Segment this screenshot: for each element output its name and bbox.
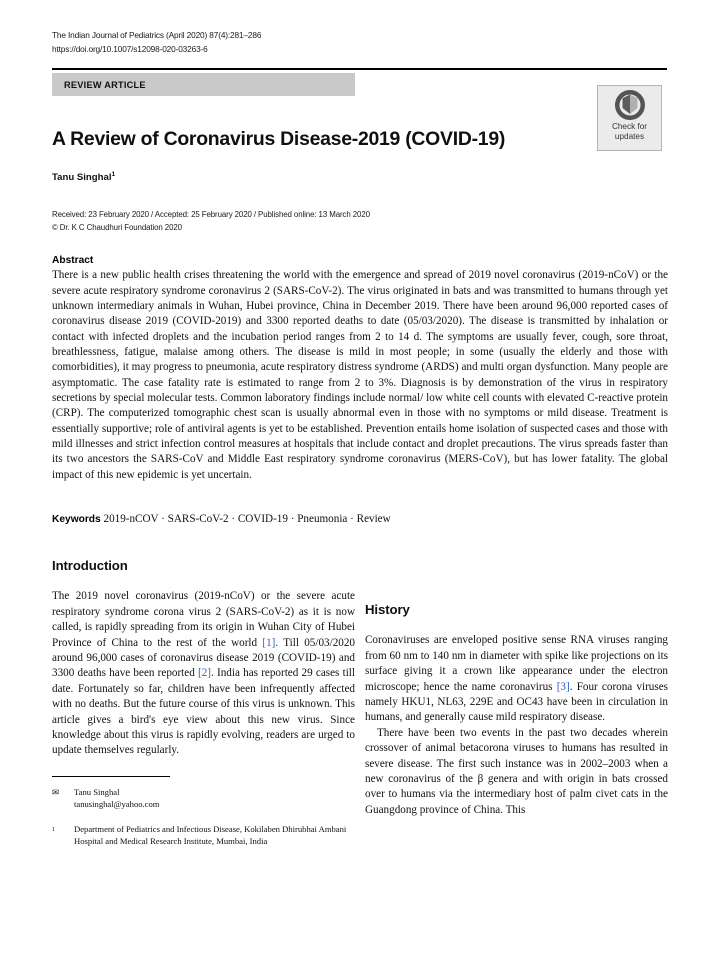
- history-text-b: . Four corona viruses namely HKU1, NL63, 229E and OC43 have been in circulation in humans, and generally cause mild respiratory disease.: [365, 680, 668, 724]
- footnote-divider: [52, 776, 170, 777]
- citation-link-3[interactable]: [3]: [556, 680, 570, 693]
- envelope-icon: ✉: [52, 787, 60, 797]
- keywords-label: Keywords: [52, 514, 101, 525]
- corresponding-author-row: [52, 786, 355, 811]
- journal-header: [52, 29, 652, 56]
- header-divider: [52, 68, 667, 70]
- copyright-line: © Dr. K C Chaudhuri Foundation 2020: [52, 222, 182, 232]
- section-heading-history: History: [365, 602, 410, 617]
- abstract-text: There is a new public health crises threatening the world with the emergence and spread of 2019 novel coronavirus (2019-nCoV) or the severe acute respiratory syndrome coronavirus 2 (SARS-CoV-2). The virus originated in bats and was transmitted to humans through yet unknown intermediary animals in Wuhan, Hubei province, China in December 2019. There have been around 96,000 reported cases of coronavirus disease 2019 (COVID-2019) and 3300 reported deaths to date (05/03/2020). The disease is transmitted by inhalation or contact with infected droplets and the incubation period ranges from 2 to 14 d. The symptoms are usually fever, cough, sore throat, breathlessness, fatigue, malaise among others. The disease is mild in most people; in some (usually the elderly and those with comorbidities), it may progress to pneumonia, acute respiratory distress syndrome (ARDS) and multi organ dysfunction. Many people are asymptomatic. The case fatality rate is estimated to range from 2 to 3%. Diagnosis is by demonstration of the virus in respiratory secretions by special molecular tests. Common laboratory findings include normal/ low white cell counts with elevated C-reactive protein (CRP). The computerized tomographic chest scan is usually abnormal even in those with no symptoms or mild disease. Treatment is essentially supportive; role of antiviral agents is yet to be established. Prevention entails home isolation of suspected cases and those with mild illnesses and strict infection control measures at hospitals that include contact and droplet precautions. The virus spreads faster than its two ancestors the SARS-CoV and Middle East respiratory syndrome coronavirus (MERS-CoV), but has lower fatality. The global impact of this new epidemic is yet uncertain.: [52, 269, 668, 481]
- affiliation-row: [52, 823, 355, 848]
- affiliation-text: Department of Pediatrics and Infectious Disease, Kokilaben Dhirubhai Ambani Hospital and Medical Research Institute, Mumbai, India: [74, 823, 347, 847]
- intro-text-a: The 2019 novel coronavirus (2019-nCoV) or the severe acute respiratory syndrome corona virus 2 (SARS-CoV-2) as it is now called, is rapidly spreading from its origin in Wuhan City of Hubei Province of China to the rest of the world: [52, 590, 355, 649]
- author-affiliation-marker: 1: [111, 171, 116, 178]
- journal-citation-line: The Indian Journal of Pediatrics (April 2020) 87(4):281–286: [52, 30, 262, 40]
- intro-text-c: . India has reported 29 cases till date. Fortunately so far, children have been infrequently affected with no deaths. But the future course of this virus is unknown. This article gives a bird's eye view about this new virus. Since knowledge about this virus is rapidly evolving, readers are urged to update themselves regularly.: [52, 667, 355, 757]
- doi-line[interactable]: https://doi.org/10.1007/s12098-020-03263-6: [52, 43, 208, 54]
- crossmark-line1: Check for: [611, 122, 648, 131]
- intro-text-b: . Till 05/03/2020 around 96,000 cases of coronavirus disease 2019 (COVID-19) and 3300 deaths have been reported: [52, 636, 355, 680]
- history-paragraph-2: There have been two events in the past two decades wherein crossover of animal betacorona viruses to humans has resulted in severe disease. The first such instance was in 2002–2003 when a new coronavirus of the β genera and with origin in bats crossed over to humans via the intermediary host of palm civet cats in the Guangdong province of China. This: [365, 726, 668, 816]
- crossmark-line2: updates: [614, 131, 645, 141]
- history-paragraph-1: [365, 633, 668, 725]
- section-heading-introduction: Introduction: [52, 558, 128, 573]
- author-line: [52, 171, 115, 183]
- corresponding-author-email[interactable]: tanusinghal@yahoo.com: [74, 799, 160, 810]
- body-column-right: [365, 558, 668, 818]
- author-name: Tanu Singhal: [52, 172, 112, 184]
- publication-dates: [52, 209, 672, 234]
- crossmark-label: [612, 122, 647, 141]
- article-type-banner: REVIEW ARTICLE: [52, 73, 355, 96]
- keywords-block: [52, 512, 668, 527]
- affiliation-marker: 1: [52, 825, 56, 833]
- citation-link-1[interactable]: [1]: [262, 636, 276, 649]
- crossmark-badge[interactable]: [597, 85, 662, 151]
- introduction-paragraph-1: [52, 589, 355, 758]
- body-column-left: [52, 558, 355, 759]
- crossmark-logo-icon: [615, 90, 645, 120]
- corresponding-author-name: Tanu Singhal: [74, 787, 120, 797]
- page-title: A Review of Coronavirus Disease-2019 (COVID-19): [52, 128, 506, 150]
- footnote-block: [52, 786, 355, 860]
- history-text-a: Coronaviruses are enveloped positive sense RNA viruses ranging from 60 nm to 140 nm in diameter with spike like projections on its surface giving it a crown like appearance under the electron microscope; hence the name coronavirus: [365, 634, 668, 693]
- abstract-label: Abstract: [52, 255, 94, 266]
- abstract-block: [52, 253, 668, 483]
- received-accepted-line: Received: 23 February 2020 / Accepted: 25 February 2020 / Published online: 13 March 2020: [52, 210, 370, 219]
- citation-link-2[interactable]: [2]: [198, 667, 212, 680]
- keywords-text: 2019-nCOV · SARS-CoV-2 · COVID-19 · Pneumonia · Review: [103, 513, 391, 525]
